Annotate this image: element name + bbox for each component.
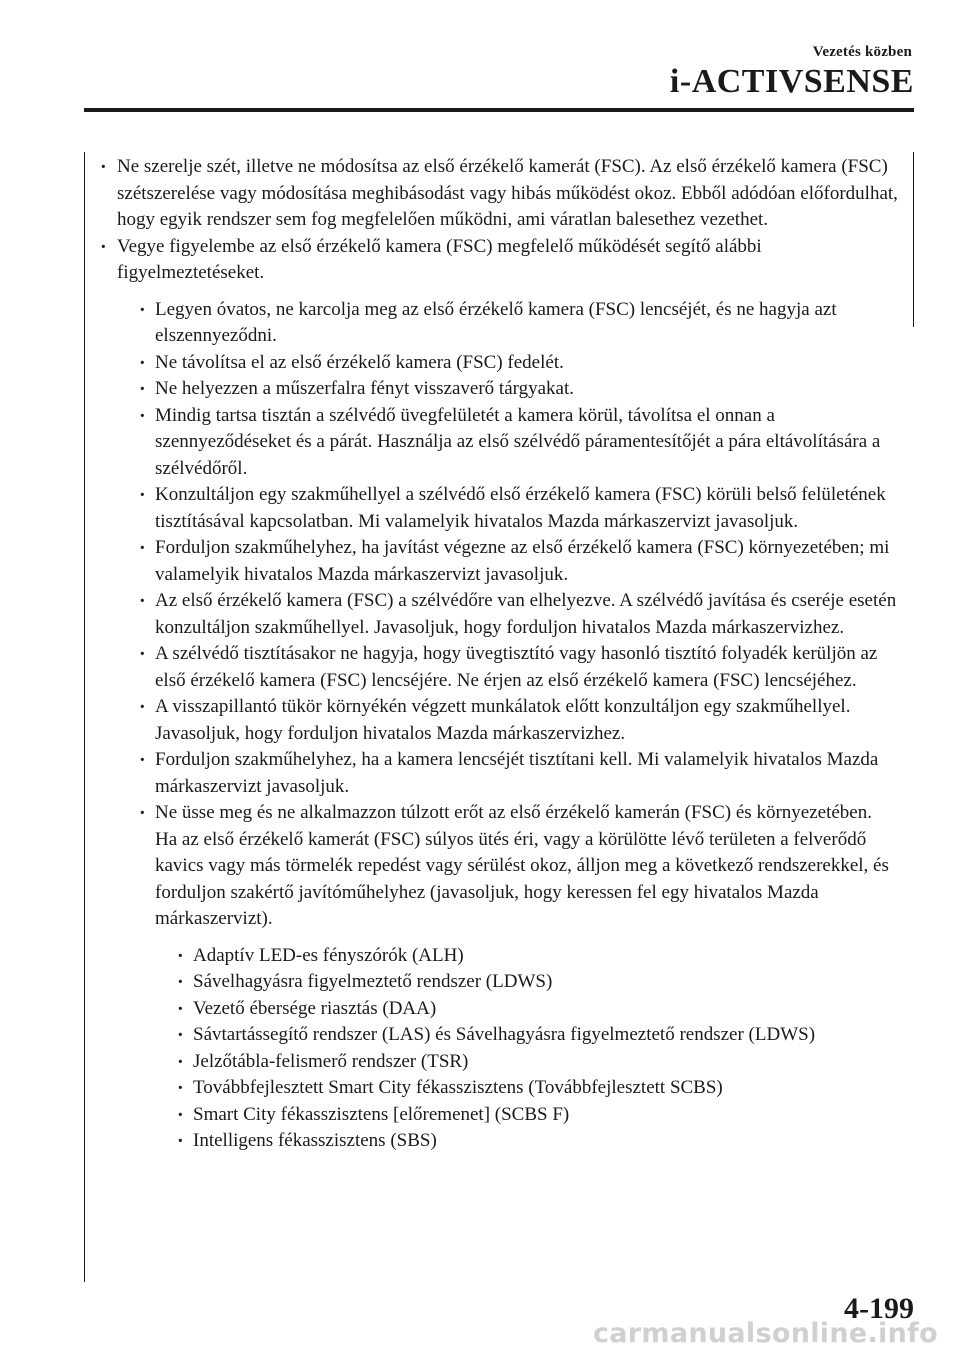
precaution-item: · Konzultáljon egy szakműhellyel a szélvédő első érzékelő kamera (FSC) körüli belső felületének tisztításával kapcsolatban. Mi valamelyik hivatalos Mazda márkaszervizt javasoljuk. [136, 482, 898, 535]
warning-list [98, 154, 898, 1155]
warning-item: · Ne szerelje szét, illetve ne módosítsa az első érzékelő kamerát (FSC). Az első érzékelő kamera (FSC) szétszerelése vagy módosítása meghibásodást vagy hibás működést okoz. Ebből adódóan előfordulhat, hogy egyik rendszer sem fog megfelelően működni, ami váratlan balesethez vezethet. [98, 154, 898, 234]
system-item: · Smart City fékasszisztens [előremenet] (SCBS F) [174, 1102, 898, 1129]
system-list [174, 943, 898, 1155]
precaution-item: · Legyen óvatos, ne karcolja meg az első érzékelő kamera (FSC) lencséjét, és ne hagyja azt elszennyeződni. [136, 297, 898, 350]
warning-content [98, 154, 898, 1155]
system-item: · Sávelhagyásra figyelmeztető rendszer (LDWS) [174, 969, 898, 996]
watermark: carmanualsonline.info [592, 1318, 938, 1349]
system-item: · Intelligens fékasszisztens (SBS) [174, 1128, 898, 1155]
header-rule [84, 108, 914, 112]
precaution-item [136, 800, 898, 1155]
precaution-item: · Ne helyezzen a műszerfalra fényt visszaverő tárgyakat. [136, 376, 898, 403]
frame-left [84, 152, 85, 1282]
precaution-item: · Ne távolítsa el az első érzékelő kamera (FSC) fedelét. [136, 350, 898, 377]
system-item: · Jelzőtábla-felismerő rendszer (TSR) [174, 1049, 898, 1076]
page-number: 4-199 [844, 1292, 914, 1325]
precaution-list [136, 297, 898, 1155]
system-item: · Adaptív LED-es fényszórók (ALH) [174, 943, 898, 970]
precaution-item: · Mindig tartsa tisztán a szélvédő üvegfelületét a kamera körül, távolítsa el onnan a szennyeződéseket és a párát. Használja az első szélvédő páramentesítőjét a pára eltávolítására a szélvédőről. [136, 403, 898, 483]
warning-item-text: Vegye figyelembe az első érzékelő kamera (FSC) megfelelő működését segítő alábbi figyelmeztetéseket. [117, 235, 762, 283]
precaution-item: · Forduljon szakműhelyhez, ha a kamera lencséjét tisztítani kell. Mi valamelyik hivatalos Mazda márkaszervizt javasoljuk. [136, 747, 898, 800]
precaution-item: · Az első érzékelő kamera (FSC) a szélvédőre van elhelyezve. A szélvédő javítása és cseréje esetén konzultáljon szakműhellyel. Javasoljuk, hogy forduljon hivatalos Mazda márkaszervizhez. [136, 588, 898, 641]
precaution-item: · A szélvédő tisztításakor ne hagyja, hogy üvegtisztító vagy hasonló tisztító folyadék kerüljön az első érzékelő kamera (FSC) lencséjére. Ne érjen az első érzékelő kamera (FSC) lencséjéhez. [136, 641, 898, 694]
warning-item [98, 234, 898, 1155]
precaution-item-text: Ne üsse meg és ne alkalmazzon túlzott erőt az első érzékelő kamerán (FSC) és környezetében. Ha az első érzékelő kamerát (FSC) súlyos ütés éri, vagy a körülötte lévő területen a felverődő kavics vagy más törmelék repedést vagy sérülést okoz, álljon meg a következő rendszerekkel, és forduljon szakértő javítóműhelyhez (javasoljuk, hogy keressen fel egy hivatalos Mazda márkaszervizt). [155, 802, 889, 929]
precaution-item: · A visszapillantó tükör környékén végzett munkálatok előtt konzultáljon egy szakműhellyel. Javasoljuk, hogy forduljon hivatalos Mazda márkaszervizhez. [136, 694, 898, 747]
system-item: · Továbbfejlesztett Smart City fékasszisztens (Továbbfejlesztett SCBS) [174, 1075, 898, 1102]
frame-right [913, 152, 914, 327]
system-item: · Sávtartássegítő rendszer (LAS) és Sávelhagyásra figyelmeztető rendszer (LDWS) [174, 1022, 898, 1049]
header-section: Vezetés közben [812, 44, 912, 60]
precaution-item: · Forduljon szakműhelyhez, ha javítást végezne az első érzékelő kamera (FSC) környezetében; mi valamelyik hivatalos Mazda márkaszervizt javasoljuk. [136, 535, 898, 588]
header-title: i-ACTIVSENSE [669, 63, 914, 100]
system-item: · Vezető ébersége riasztás (DAA) [174, 996, 898, 1023]
